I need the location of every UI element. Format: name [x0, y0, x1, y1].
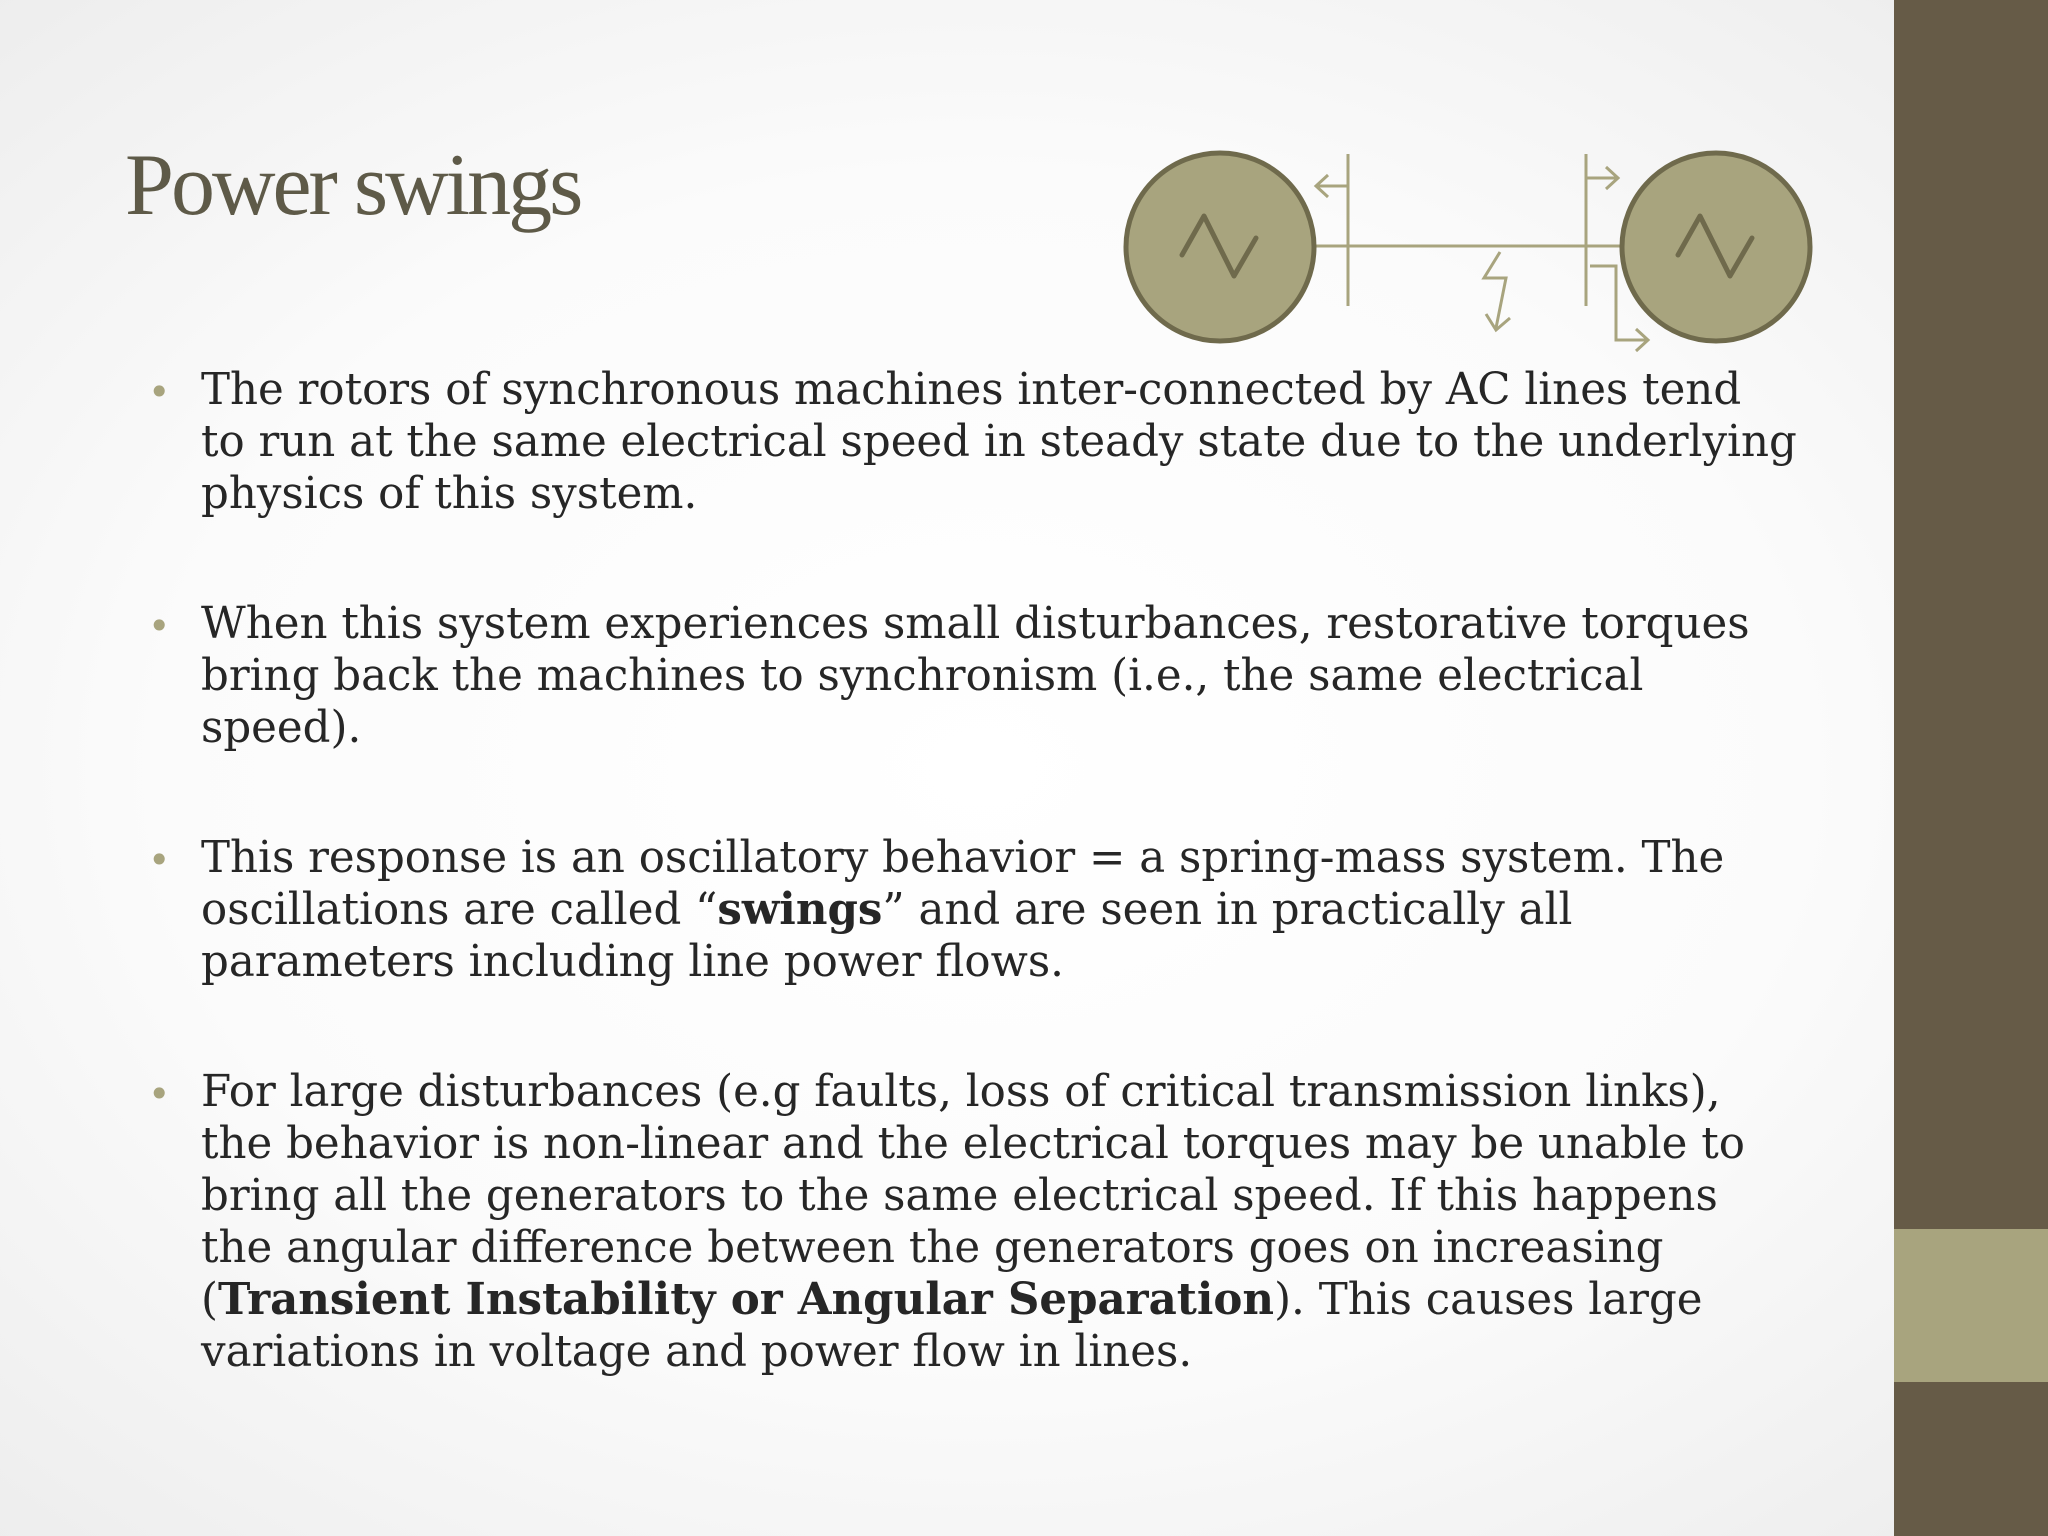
generator-icon	[1126, 153, 1314, 341]
two-generator-diagram	[1120, 148, 1820, 368]
slide-title: Power swings	[125, 137, 581, 234]
bullet-text-start: This response is an oscillatory behavior = a spring-mass system. The oscillations are called “	[201, 833, 1725, 935]
bullet-item	[148, 1066, 1798, 1378]
lightning-fault-icon	[1484, 252, 1510, 330]
bullet-item	[148, 364, 1798, 520]
bullet-dot: •	[148, 838, 171, 882]
bullet-item	[148, 598, 1798, 754]
bullet-text-start: For large disturbances (e.g faults, loss of critical transmission links), the behavior is non-linear and the electrical torques may be unable to bring all the generators to the same electrical speed. If this happens the angular difference between the generators goes on increasing (	[201, 1067, 1745, 1325]
bullet-text: When this system experiences small disturbances, restorative torques bring back the machines to synchronism (i.e., the same electrical speed).	[201, 599, 1750, 753]
generator-icon	[1622, 153, 1810, 341]
bullet-item	[148, 832, 1798, 988]
bullet-list	[148, 364, 1798, 1378]
bullet-bold-term: swings	[717, 884, 883, 935]
bullet-text: The rotors of synchronous machines inter-connected by AC lines tend to run at the same electrical speed in steady state due to the underlying physics of this system.	[201, 365, 1797, 519]
bullet-text-end: ” and are seen in practically all parameters including line power flows.	[201, 885, 1573, 987]
bullet-dot: •	[148, 370, 171, 414]
sidebar-accent	[1894, 1229, 2048, 1382]
bullet-bold-term: Transient Instability or Angular Separation	[217, 1274, 1275, 1325]
bullet-dot: •	[148, 1072, 171, 1116]
bullet-dot: •	[148, 604, 171, 648]
bullet-text-end: ). This causes large variations in voltage and power flow in lines.	[201, 1275, 1703, 1377]
arrow-right-icon	[1586, 167, 1618, 189]
arrow-left-icon	[1316, 175, 1348, 197]
